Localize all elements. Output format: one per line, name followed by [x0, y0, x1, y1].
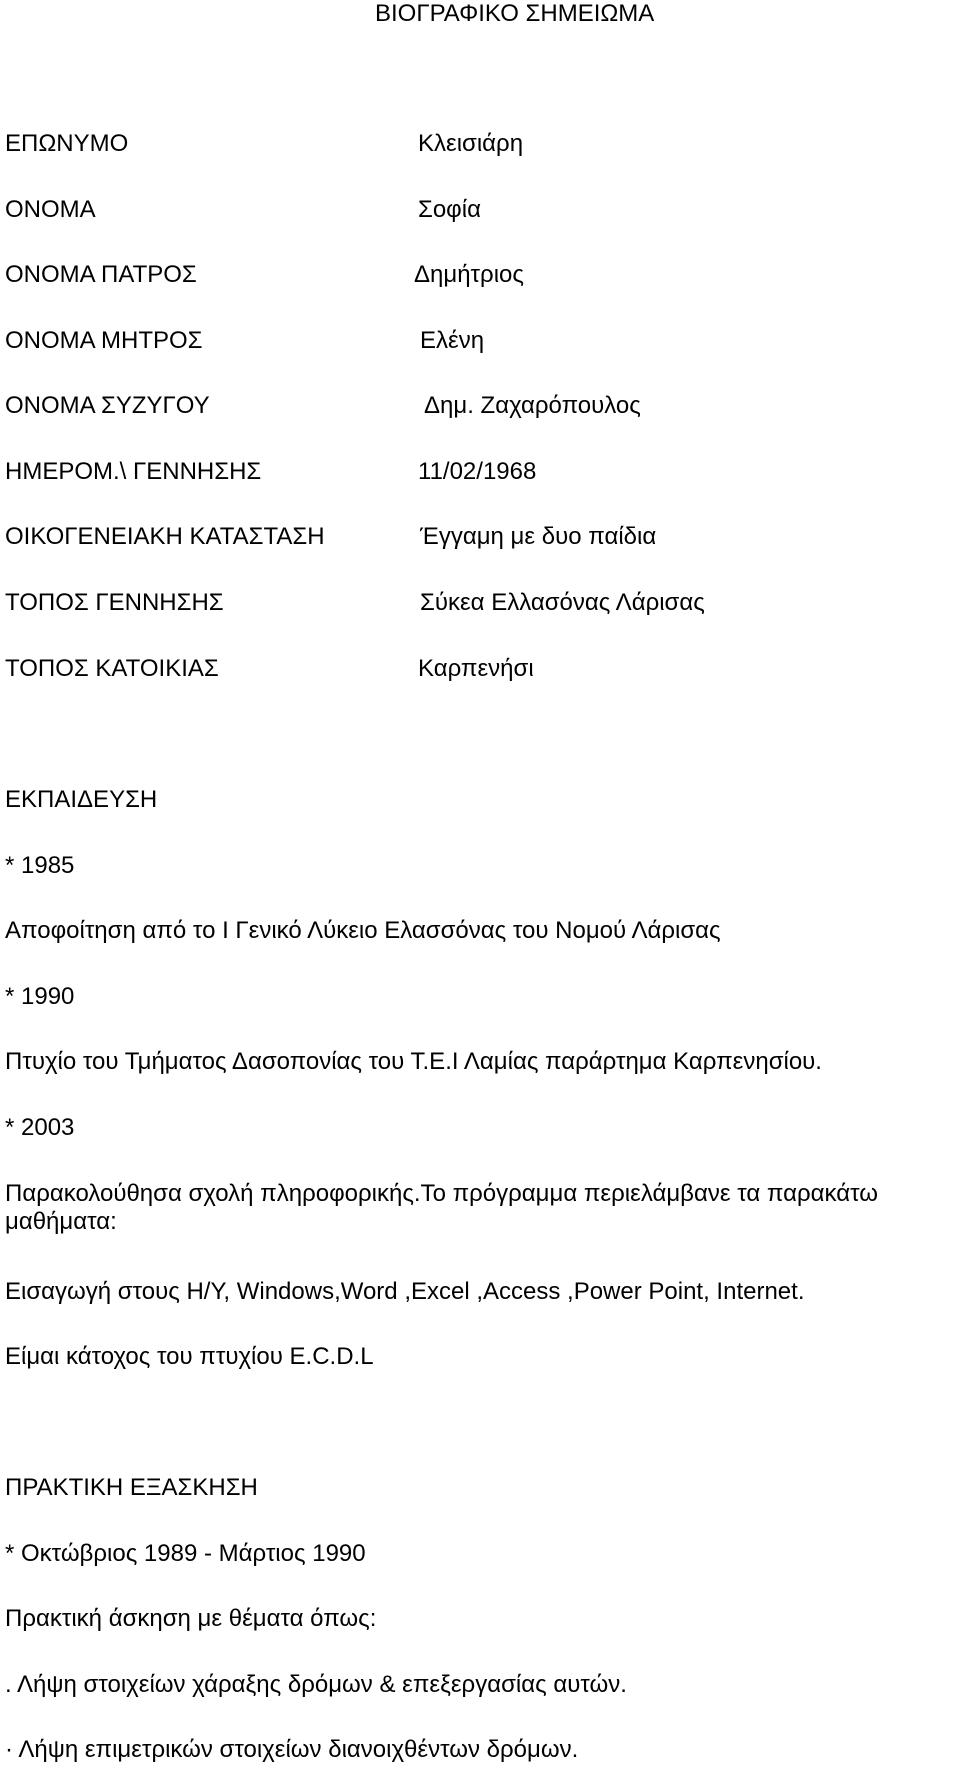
value-name: Σοφία	[418, 196, 481, 223]
education-year: * 2003	[5, 1114, 75, 1141]
value-father-name: Δημήτριος	[414, 261, 524, 288]
education-heading: ΕΚΠΑΙΔΕΥΣΗ	[5, 786, 158, 813]
label-spouse-name: ΟΝΟΜΑ ΣΥΖΥΓΟΥ	[5, 392, 210, 419]
education-courses: Εισαγωγή στους Η/Υ, Windows,Word ,Excel ,Access ,Power Point, Internet.	[5, 1278, 805, 1305]
practice-heading: ΠΡΑΚΤΙΚΗ ΕΞΑΣΚΗΣΗ	[5, 1474, 258, 1501]
label-birth-place: ΤΟΠΟΣ ΓΕΝΝΗΣΗΣ	[5, 589, 224, 616]
value-birth-date: 11/02/1968	[418, 458, 537, 485]
education-text: Παρακολούθησα σχολή πληροφορικής.Το πρόγραμμα περιελάμβανε τα παρακάτω μαθήματα:	[5, 1180, 878, 1235]
practice-item: · Λήψη επιμετρικών στοιχείων διανοιχθέντων δρόμων.	[5, 1736, 579, 1763]
practice-item: . Λήψη στοιχείων χάραξης δρόμων & επεξεργασίας αυτών.	[5, 1671, 627, 1698]
value-residence: Καρπενήσι	[418, 655, 534, 682]
label-surname: ΕΠΩΝΥΜΟ	[5, 130, 129, 157]
education-certificate: Είμαι κάτοχος του πτυχίου E.C.D.L	[5, 1343, 374, 1370]
practice-intro: Πρακτική άσκηση με θέματα όπως:	[5, 1605, 377, 1632]
value-spouse-name: Δημ. Ζαχαρόπουλος	[424, 392, 641, 419]
education-text: Αποφοίτηση από το Ι Γενικό Λύκειο Ελασσόνας του Νομού Λάρισας	[5, 917, 721, 944]
label-marital-status: ΟΙΚΟΓΕΝΕΙΑΚΗ ΚΑΤΑΣΤΑΣΗ	[5, 523, 325, 550]
education-year: * 1985	[5, 852, 75, 879]
practice-period: * Οκτώβριος 1989 - Μάρτιος 1990	[5, 1540, 366, 1567]
page-title: ΒΙΟΓΡΑΦΙΚΟ ΣΗΜΕΙΩΜΑ	[375, 0, 655, 27]
label-birth-date: ΗΜΕΡΟΜ.\ ΓΕΝΝΗΣΗΣ	[5, 458, 262, 485]
label-mother-name: ΟΝΟΜΑ ΜΗΤΡΟΣ	[5, 327, 203, 354]
value-mother-name: Ελένη	[420, 327, 485, 354]
label-name: ΟΝΟΜΑ	[5, 196, 96, 223]
label-father-name: ΟΝΟΜΑ ΠΑΤΡΟΣ	[5, 261, 197, 288]
education-year: * 1990	[5, 983, 75, 1010]
education-text: Πτυχίο του Τμήματος Δασοπονίας του Τ.Ε.Ι Λαμίας παράρτημα Καρπενησίου.	[5, 1048, 822, 1075]
label-residence: ΤΟΠΟΣ ΚΑΤΟΙΚΙΑΣ	[5, 655, 219, 682]
value-marital-status: Έγγαμη με δυο παίδια	[420, 523, 657, 550]
value-surname: Κλεισιάρη	[418, 130, 524, 157]
value-birth-place: Σύκεα Ελλασόνας Λάρισας	[420, 589, 705, 616]
